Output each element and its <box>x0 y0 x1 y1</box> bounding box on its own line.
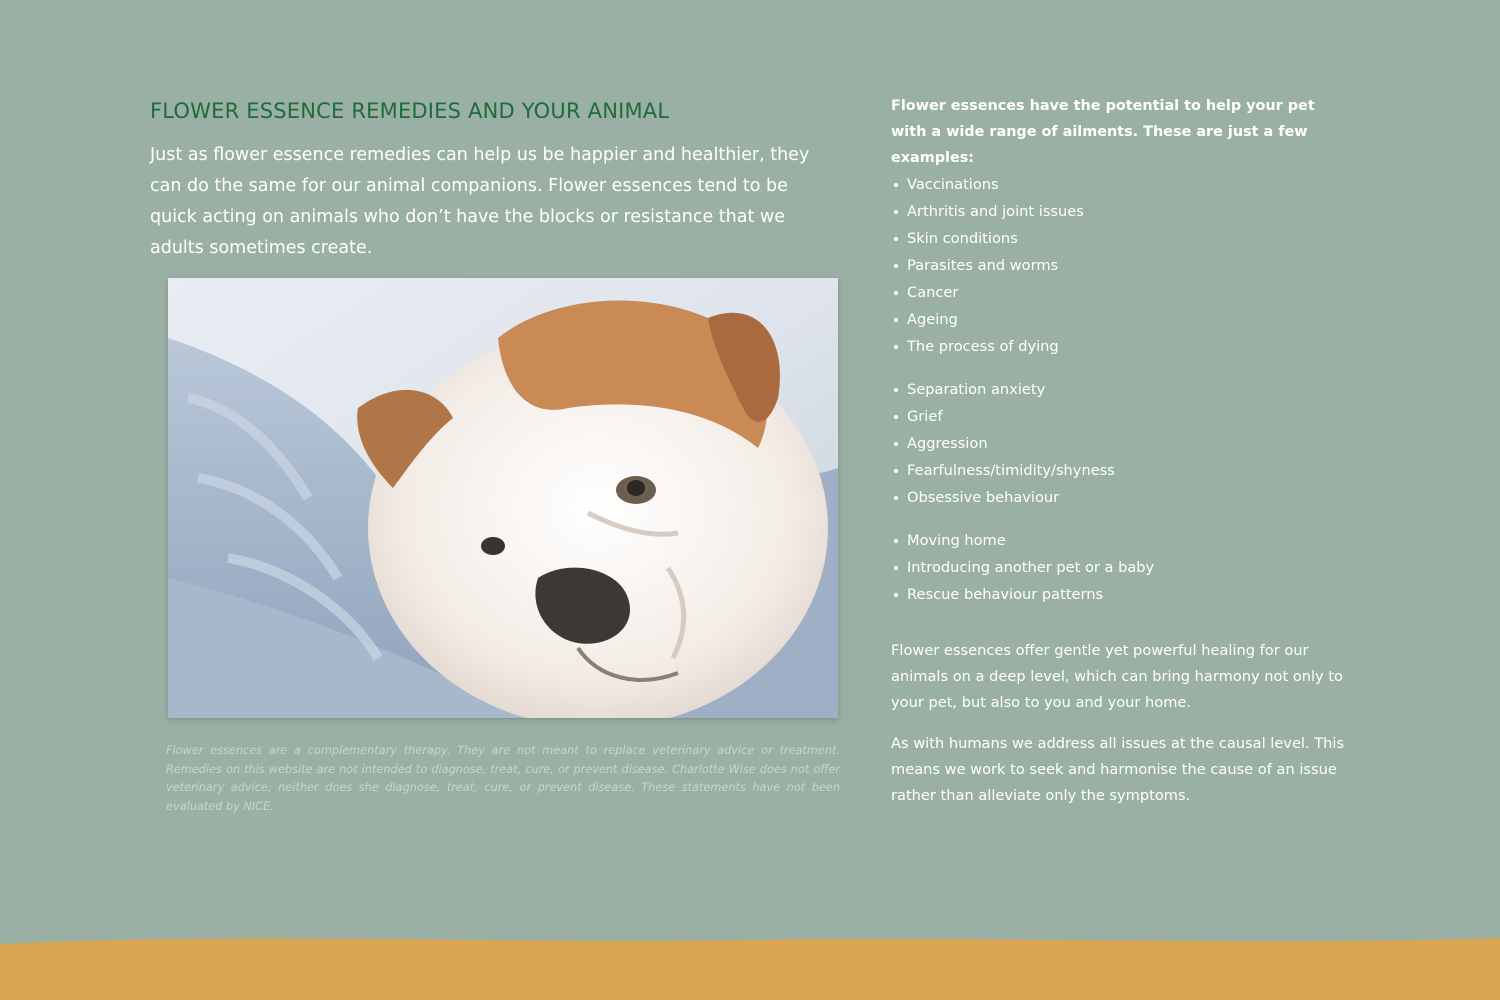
list-item: The process of dying <box>891 333 1351 360</box>
list-item: Vaccinations <box>891 171 1351 198</box>
healing-paragraph: Flower essences offer gentle yet powerful healing for our animals on a deep level, which can bring harmony not only to your pet, but also to you and your home. <box>891 642 1343 711</box>
right-column <box>891 93 1351 809</box>
list-item: Cancer <box>891 279 1351 306</box>
bulldog-photo <box>168 278 838 718</box>
list-item: Rescue behaviour patterns <box>891 581 1351 608</box>
list-item: Aggression <box>891 430 1351 457</box>
list-item: Obsessive behaviour <box>891 484 1351 511</box>
intro-paragraph: Just as flower essence remedies can help us be happier and healthier, they can do the same for our animal companions. Flower essences tend to be quick acting on animals who don’t have the blocks or resistance that we adults sometimes create. <box>150 145 810 258</box>
section-title: FLOWER ESSENCE REMEDIES AND YOUR ANIMAL <box>150 99 670 123</box>
left-column <box>150 96 840 813</box>
list-item: Moving home <box>891 527 1351 554</box>
list-item: Separation anxiety <box>891 376 1351 403</box>
list-item: Grief <box>891 403 1351 430</box>
disclaimer-text: Flower essences are a complementary therapy. They are not meant to replace veterinary advice or treatment. Remedies on this website are not intended to diagnose, treat, cure, or prevent disease. Charlotte Wise does not offer veterinary advice; neither does she diagnose, treat, cure, or prevent disease. These statements have not been evaluated by NICE. <box>166 744 840 813</box>
list-spacer <box>891 360 1351 376</box>
list-spacer <box>891 511 1351 527</box>
list-item: Parasites and worms <box>891 252 1351 279</box>
ailments-list-emotional <box>891 376 1351 511</box>
footer-wave <box>0 930 1500 1000</box>
ailments-list-physical <box>891 171 1351 360</box>
list-item: Skin conditions <box>891 225 1351 252</box>
ailments-list-life-changes <box>891 527 1351 608</box>
ailments-lead: Flower essences have the potential to help your pet with a wide range of ailments. These are just a few examples: <box>891 98 1315 166</box>
list-item: Fearfulness/timidity/shyness <box>891 457 1351 484</box>
list-item: Ageing <box>891 306 1351 333</box>
list-item: Arthritis and joint issues <box>891 198 1351 225</box>
list-item: Introducing another pet or a baby <box>891 554 1351 581</box>
causal-level-paragraph: As with humans we address all issues at the causal level. This means we work to seek and harmonise the cause of an issue rather than alleviate only the symptoms. <box>891 735 1345 804</box>
